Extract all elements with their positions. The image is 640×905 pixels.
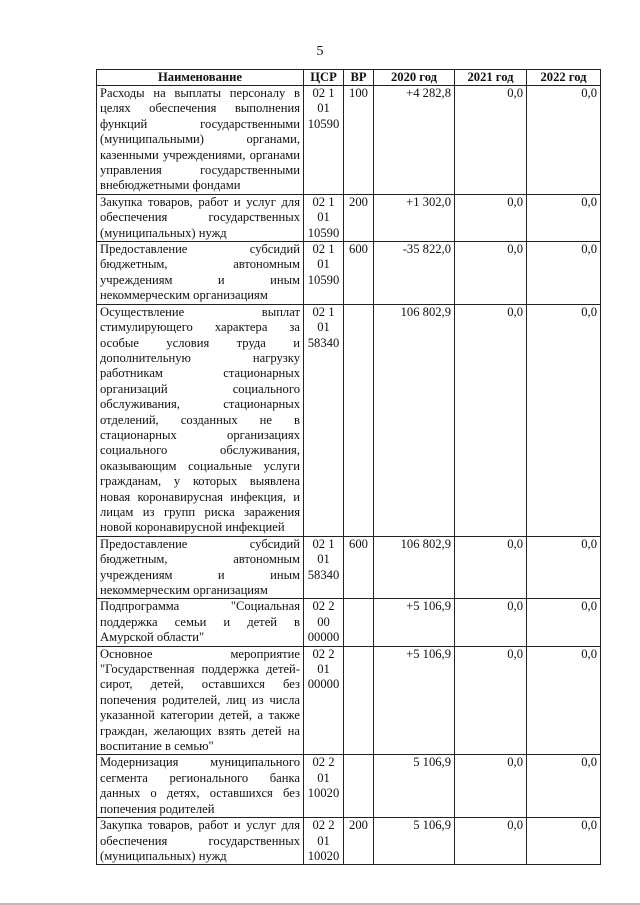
budget-table [96,69,601,865]
row-vr: 200 [344,818,374,865]
csr-part: 10590 [307,272,340,287]
row-2020: 106 802,9 [374,536,455,599]
row-vr: 600 [344,536,374,599]
row-2021: 0,0 [455,755,527,818]
row-2020: +4 282,8 [374,86,455,195]
csr-part: 10590 [307,225,340,240]
table-row [97,818,601,865]
row-vr [344,646,374,755]
row-vr: 600 [344,242,374,305]
row-2022: 0,0 [527,646,601,755]
row-name: Закупка товаров, работ и услуг для обеспечения государственных (муниципальных) нужд [97,194,304,241]
csr-part: 10590 [307,116,340,131]
row-2022: 0,0 [527,599,601,646]
row-vr: 200 [344,194,374,241]
row-csr [304,599,344,646]
table-row [97,86,601,195]
row-2020: +5 106,9 [374,599,455,646]
row-2022: 0,0 [527,194,601,241]
page-number: 5 [316,44,324,59]
header-2020: 2020 год [374,70,455,86]
row-vr: 100 [344,86,374,195]
csr-part: 02 1 [312,536,335,551]
csr-part: 01 [317,320,330,335]
csr-part: 02 1 [312,242,335,257]
csr-part: 02 2 [312,755,335,770]
row-2020: 106 802,9 [374,304,455,536]
csr-part: 01 [317,257,330,272]
row-name: Закупка товаров, работ и услуг для обеспечения государственных (муниципальных) нужд [97,818,304,865]
table-row [97,646,601,755]
row-csr [304,242,344,305]
table-row [97,755,601,818]
csr-part: 01 [317,101,330,116]
row-2020: 5 106,9 [374,818,455,865]
csr-part: 58340 [307,335,340,350]
table-row [97,599,601,646]
row-2020: 5 106,9 [374,755,455,818]
row-csr [304,536,344,599]
csr-part: 10020 [307,786,340,801]
csr-part: 10020 [307,848,340,863]
row-2022: 0,0 [527,818,601,865]
csr-part: 58340 [307,567,340,582]
row-csr [304,86,344,195]
csr-part: 01 [317,552,330,567]
csr-part: 02 2 [312,818,335,833]
row-2022: 0,0 [527,304,601,536]
csr-part: 02 1 [312,86,335,100]
row-csr [304,194,344,241]
row-2021: 0,0 [455,536,527,599]
row-2021: 0,0 [455,86,527,195]
csr-part: 01 [317,662,330,677]
table-row [97,194,601,241]
row-2022: 0,0 [527,86,601,195]
row-name: Предоставление субсидий бюджетным, автономным учреждениям и иным некоммерческим организациям [97,242,304,305]
row-2021: 0,0 [455,242,527,305]
header-2022: 2022 год [527,70,601,86]
header-vr: ВР [344,70,374,86]
row-name: Предоставление субсидий бюджетным, автономным учреждениям и иным некоммерческим организациям [97,536,304,599]
row-name: Осуществление выплат стимулирующего характера за особые условия труда и дополнительную нагрузку работникам стационарных организаций социального обслуживания, стационарных отделений, созданных не в стационарных организациях социального обслуживания, оказывающим социальные услуги гражданам, у которых выявлена новая коронавирусная инфекция, и лицам из групп риска заражения новой коронавирусной инфекцией [97,304,304,536]
row-2021: 0,0 [455,646,527,755]
csr-part: 01 [317,770,330,785]
header-name: Наименование [97,70,304,86]
row-csr [304,755,344,818]
row-2022: 0,0 [527,242,601,305]
row-name: Расходы на выплаты персоналу в целях обеспечения выполнения функций государственными (муниципальными) органами, казенными учреждениями, органами управления государственными внебюджетными фондами [97,86,304,195]
csr-part: 01 [317,833,330,848]
csr-part: 00000 [307,677,340,692]
row-2021: 0,0 [455,304,527,536]
row-name: Модернизация муниципального сегмента регионального банка данных о детях, оставшихся без попечения родителей [97,755,304,818]
header-2021: 2021 год [455,70,527,86]
csr-part: 02 2 [312,646,335,661]
row-2020: -35 822,0 [374,242,455,305]
csr-part: 02 1 [312,304,335,319]
csr-part: 00 [317,614,330,629]
row-vr [344,755,374,818]
header-csr: ЦСР [304,70,344,86]
row-2021: 0,0 [455,194,527,241]
row-2022: 0,0 [527,536,601,599]
csr-part: 01 [317,210,330,225]
csr-part: 00000 [307,630,340,645]
table-header-row [97,70,601,86]
row-vr [344,304,374,536]
row-name: Основное мероприятие "Государственная поддержка детей-сирот, детей, оставшихся без попечения родителей, лиц из числа указанной категории детей, а также граждан, желающих взять детей на воспитание в семью" [97,646,304,755]
row-2020: +1 302,0 [374,194,455,241]
row-2021: 0,0 [455,599,527,646]
row-csr [304,304,344,536]
csr-part: 02 2 [312,599,335,614]
table-row [97,304,601,536]
csr-part: 02 1 [312,194,335,209]
table-row [97,242,601,305]
row-csr [304,818,344,865]
row-csr [304,646,344,755]
row-2022: 0,0 [527,755,601,818]
row-vr [344,599,374,646]
row-2020: +5 106,9 [374,646,455,755]
table-row [97,536,601,599]
row-name: Подпрограмма "Социальная поддержка семьи и детей в Амурской области" [97,599,304,646]
row-2021: 0,0 [455,818,527,865]
